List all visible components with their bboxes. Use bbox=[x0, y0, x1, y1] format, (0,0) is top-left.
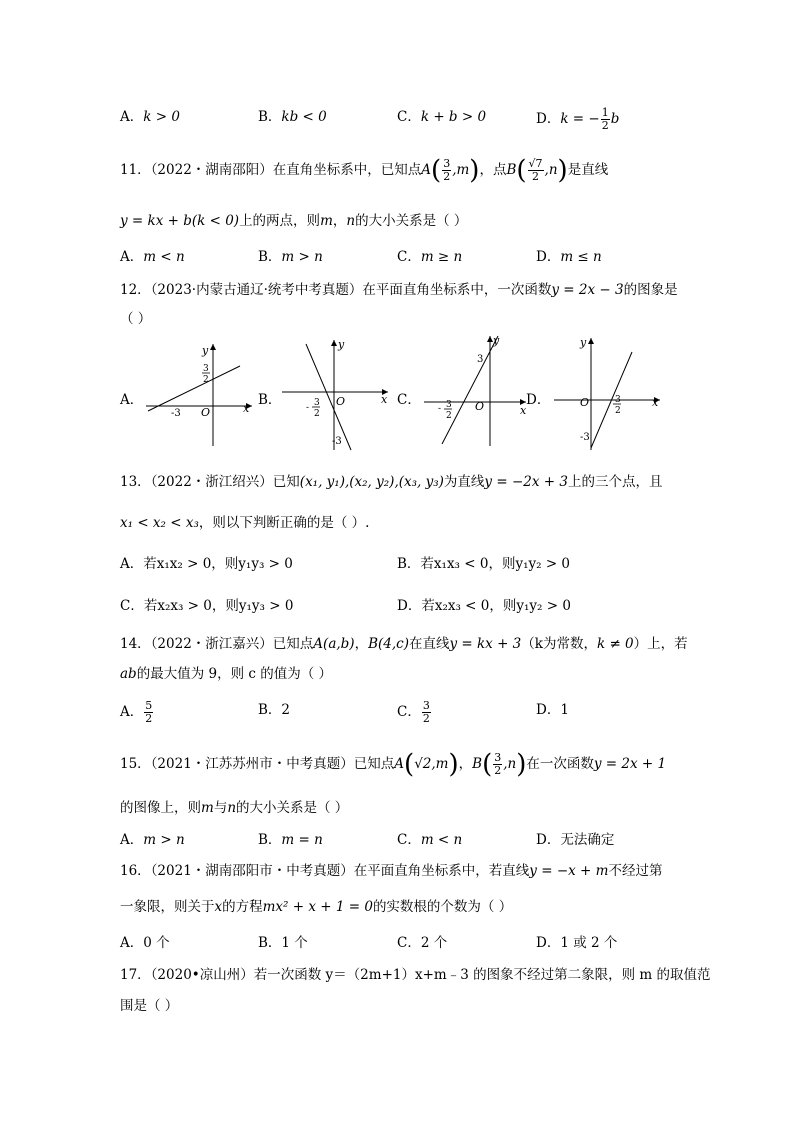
stem-text: 的图像上，则 bbox=[120, 800, 201, 816]
y-axis-arrow bbox=[588, 338, 594, 344]
option-label: C． bbox=[397, 109, 421, 125]
right-paren: ) bbox=[557, 155, 568, 186]
q14-stem-line2 bbox=[120, 664, 332, 684]
q12-graph-c bbox=[416, 332, 534, 448]
option-label: A． bbox=[120, 109, 144, 125]
x-intercept-sign: - bbox=[306, 403, 310, 413]
x-intercept-den: 2 bbox=[314, 409, 320, 419]
point-label: A bbox=[421, 162, 432, 178]
x-intercept-den: 2 bbox=[615, 406, 621, 416]
frac-num: 3 bbox=[494, 751, 502, 764]
q12-option-b-label: B． bbox=[258, 392, 282, 408]
y-axis-label: y bbox=[202, 344, 209, 357]
stem-text: ，点 bbox=[479, 162, 507, 178]
stem-text: 已知点 bbox=[353, 756, 395, 772]
stem-text: 的大小关系是（ ） bbox=[355, 213, 468, 229]
left-paren: ( bbox=[482, 749, 493, 780]
question-source: （2022・湖南邵阳） bbox=[150, 162, 273, 178]
x-intercept-num: 3 bbox=[615, 395, 621, 405]
question-number: 11． bbox=[120, 162, 151, 178]
stem-text: 在一次函数 bbox=[526, 756, 594, 772]
coord: ,m bbox=[452, 162, 470, 178]
variable: m bbox=[201, 800, 214, 816]
x-axis-label: x bbox=[243, 402, 250, 415]
stem-text: 的大小关系是（ ） bbox=[236, 800, 349, 816]
q13-option-a bbox=[120, 554, 293, 574]
point-label: B bbox=[472, 756, 483, 772]
option-expr: k > 0 bbox=[143, 109, 180, 125]
stem-text: ， bbox=[332, 213, 347, 229]
question-number: 14． bbox=[120, 636, 151, 652]
option-expr: k = − bbox=[560, 111, 600, 127]
fraction bbox=[144, 700, 153, 725]
stem-text: ，则以下判断正确的是（ ）. bbox=[198, 515, 370, 531]
origin-label: O bbox=[336, 395, 346, 408]
q12-option-c-label: C． bbox=[397, 392, 421, 408]
frac-den: 2 bbox=[601, 119, 609, 132]
question-number: 13． bbox=[120, 474, 151, 490]
stem-text: 不经过第 bbox=[608, 863, 663, 879]
y-intercept-label: -3 bbox=[580, 432, 590, 443]
equation: mx² + x + 1 = 0 bbox=[262, 899, 373, 915]
variable: ab bbox=[120, 666, 137, 682]
q16-stem-line2 bbox=[120, 897, 512, 917]
q11-option-b bbox=[258, 247, 323, 267]
origin-label: O bbox=[580, 396, 590, 409]
stem-text: 为直线 bbox=[443, 474, 485, 490]
frac-den: 2 bbox=[422, 712, 430, 725]
option-expr: m < n bbox=[420, 832, 463, 848]
option-label: D． bbox=[536, 702, 561, 718]
option-label: A． bbox=[120, 704, 144, 720]
x-axis-label: x bbox=[381, 393, 388, 406]
frac-den: 2 bbox=[494, 764, 502, 777]
stem-text: （k为常数， bbox=[521, 636, 597, 652]
stem-text: 的图象是 bbox=[623, 282, 678, 298]
q14-option-a bbox=[120, 700, 154, 725]
option-label: C． bbox=[397, 704, 421, 720]
q12-graph-d bbox=[548, 334, 666, 452]
option-expr-tail: b bbox=[610, 111, 620, 127]
option-label: B． bbox=[258, 702, 282, 718]
y-intercept-den: 2 bbox=[203, 375, 209, 385]
q12-option-d-label: D． bbox=[526, 392, 551, 408]
option-expr: k + b > 0 bbox=[420, 109, 487, 125]
q15-option-c bbox=[397, 830, 462, 850]
q13-option-c bbox=[120, 596, 293, 616]
question-source: （2023·内蒙古通辽·统考中考真题） bbox=[150, 282, 363, 298]
x-intercept-num: 3 bbox=[446, 400, 452, 410]
option-text: 2 bbox=[281, 702, 291, 718]
right-paren: ) bbox=[516, 749, 527, 780]
equation: y = −2x + 3 bbox=[484, 474, 568, 490]
y-axis-label: y bbox=[493, 334, 500, 347]
frac-num: 5 bbox=[145, 699, 153, 712]
option-label: C． bbox=[397, 249, 421, 265]
fraction bbox=[528, 158, 544, 183]
q12-graph-b bbox=[278, 336, 396, 452]
option-label: B． bbox=[258, 109, 282, 125]
left-paren: ( bbox=[516, 155, 527, 186]
frac-num: 3 bbox=[443, 157, 451, 170]
x-intercept-sign: - bbox=[438, 404, 442, 414]
coord: ,n bbox=[503, 756, 517, 772]
q15-option-d bbox=[536, 830, 614, 850]
option-label: D． bbox=[536, 935, 561, 951]
q11-stem-line1 bbox=[120, 155, 609, 186]
equation: y = kx + 3 bbox=[449, 636, 522, 652]
variable: x bbox=[214, 899, 223, 915]
question-number: 12． bbox=[120, 282, 151, 298]
stem-text: 在平面直角坐标系中，一次函数 bbox=[362, 282, 552, 298]
x-axis-label: x bbox=[520, 404, 527, 417]
question-source: （2022・浙江嘉兴） bbox=[150, 636, 273, 652]
option-label: B． bbox=[258, 249, 282, 265]
stem-text: 已知 bbox=[272, 474, 300, 490]
point: A(a,b) bbox=[313, 636, 355, 652]
option-label: D． bbox=[536, 111, 561, 127]
x-intercept-num: 3 bbox=[314, 398, 320, 408]
option-label: A． bbox=[120, 556, 144, 572]
option-text: 2 个 bbox=[420, 935, 448, 951]
coord: √2,m bbox=[414, 756, 449, 772]
question-number: 16． bbox=[120, 863, 151, 879]
option-expr: m < n bbox=[143, 249, 185, 265]
option-text: 若x₁x₃ < 0，则y₁y₂ > 0 bbox=[420, 556, 571, 572]
stem-text: 在直线 bbox=[408, 636, 450, 652]
q12-graph-a bbox=[140, 338, 258, 448]
frac-num: 1 bbox=[601, 106, 609, 119]
coord: ,n bbox=[544, 162, 558, 178]
frac-num: √7 bbox=[528, 157, 543, 170]
option-label: A． bbox=[120, 832, 144, 848]
option-expr: m > n bbox=[281, 249, 323, 265]
q10-option-d bbox=[536, 107, 619, 132]
question-source: （2021・江苏苏州市・中考真题） bbox=[150, 756, 354, 772]
equation: y = 2x − 3 bbox=[551, 282, 624, 298]
option-text: 若x₁x₂ > 0，则y₁y₃ > 0 bbox=[143, 556, 293, 572]
q11-option-c bbox=[397, 247, 462, 267]
option-text: 若x₂x₃ > 0，则y₁y₃ > 0 bbox=[143, 598, 294, 614]
condition: k ≠ 0 bbox=[596, 636, 634, 652]
equation: y = 2x + 1 bbox=[593, 756, 667, 772]
y-axis-label: y bbox=[580, 336, 587, 349]
point-label: A bbox=[394, 756, 405, 772]
point: B(4,c) bbox=[368, 636, 409, 652]
option-text: 1 bbox=[560, 702, 569, 718]
option-expr: m > n bbox=[143, 832, 185, 848]
stem-text: ， bbox=[458, 756, 473, 772]
option-label: B． bbox=[258, 935, 282, 951]
q16-option-d bbox=[536, 933, 617, 953]
right-paren: ) bbox=[448, 749, 459, 780]
stem-text: 上的三个点，且 bbox=[567, 474, 663, 490]
x-intercept-den: 2 bbox=[446, 411, 452, 421]
q16-option-b bbox=[258, 933, 308, 953]
option-label: C． bbox=[397, 832, 421, 848]
stem-text: 上的两点，则 bbox=[239, 213, 321, 229]
option-expr: kb < 0 bbox=[281, 109, 327, 125]
q11-option-a bbox=[120, 247, 185, 267]
stem-text: ， bbox=[354, 636, 369, 652]
option-label: D． bbox=[536, 249, 561, 265]
fraction bbox=[601, 107, 610, 132]
equation: y = −x + m bbox=[529, 863, 609, 879]
q12-stem-line2 bbox=[120, 309, 151, 329]
q10-option-a bbox=[120, 107, 180, 127]
question-number: 15． bbox=[120, 756, 151, 772]
variable: n bbox=[227, 800, 237, 816]
fraction bbox=[493, 752, 502, 777]
q11-stem-line2 bbox=[120, 211, 467, 231]
stem-text: 的实数根的个数为（ ） bbox=[372, 899, 513, 915]
frac-den: 2 bbox=[443, 170, 451, 183]
stem-text: ）上，若 bbox=[633, 636, 688, 652]
q13-option-b bbox=[397, 554, 570, 574]
option-text: 无法确定 bbox=[560, 832, 615, 848]
q13-option-d bbox=[397, 596, 571, 616]
q13-stem-line1 bbox=[120, 472, 662, 492]
q13-stem-line2 bbox=[120, 513, 369, 533]
q16-stem-line1 bbox=[120, 861, 662, 881]
y-intercept-num: 3 bbox=[203, 364, 209, 374]
answer-paren: （ ） bbox=[120, 311, 152, 327]
origin-label: O bbox=[475, 400, 485, 413]
q14-option-c bbox=[397, 700, 432, 725]
option-expr: m ≥ n bbox=[420, 249, 463, 265]
option-text: 0 个 bbox=[143, 935, 170, 951]
q14-option-b bbox=[258, 700, 290, 720]
q17-stem-line2 bbox=[120, 996, 178, 1016]
condition: (k < 0) bbox=[191, 213, 240, 229]
point-label: B bbox=[506, 162, 517, 178]
stem-text: （2020•凉山州）若一次函数 y＝（2m+1）x+m﹣3 的图象不经过第二象限，则 m 的取值范 bbox=[150, 967, 711, 983]
question-number: 17． bbox=[120, 967, 151, 983]
question-source: （2022・浙江绍兴） bbox=[150, 474, 273, 490]
stem-text: 在直角坐标系中，已知点 bbox=[272, 162, 422, 178]
option-label: C． bbox=[120, 598, 144, 614]
q14-stem-line1 bbox=[120, 634, 688, 654]
stem-text: 的方程 bbox=[222, 899, 263, 915]
q10-option-c bbox=[397, 107, 486, 127]
stem-text: 在平面直角坐标系中，若直线 bbox=[353, 863, 530, 879]
left-paren: ( bbox=[404, 749, 415, 780]
fraction bbox=[442, 158, 451, 183]
frac-num: 3 bbox=[422, 699, 430, 712]
option-label: A． bbox=[120, 249, 144, 265]
option-expr: m ≤ n bbox=[560, 249, 602, 265]
option-expr: m = n bbox=[281, 832, 323, 848]
y-intercept-label: 3 bbox=[477, 354, 484, 365]
q11-option-d bbox=[536, 247, 602, 267]
q15-stem-line1 bbox=[120, 749, 667, 780]
stem-text: 是直线 bbox=[567, 162, 609, 178]
left-paren: ( bbox=[431, 155, 442, 186]
option-label: D． bbox=[397, 598, 422, 614]
y-intercept-label: -3 bbox=[332, 436, 342, 447]
variable: n bbox=[346, 213, 356, 229]
x-intercept-label: -3 bbox=[171, 408, 181, 419]
q17-stem-line1 bbox=[120, 965, 710, 985]
fraction bbox=[422, 700, 431, 725]
option-label: B． bbox=[258, 832, 282, 848]
y-axis-arrow bbox=[210, 344, 216, 350]
frac-den: 2 bbox=[532, 170, 540, 183]
origin-label: O bbox=[201, 406, 211, 419]
x-axis-label: x bbox=[652, 396, 659, 409]
q15-option-a bbox=[120, 830, 185, 850]
points: (x₁, y₁),(x₂, y₂),(x₃, y₃) bbox=[299, 474, 444, 490]
option-text: 1 或 2 个 bbox=[560, 935, 618, 951]
right-paren: ) bbox=[469, 155, 480, 186]
stem-text: 围是（ ） bbox=[120, 998, 179, 1014]
q12-stem-line1 bbox=[120, 280, 678, 300]
option-text: 1 个 bbox=[281, 935, 308, 951]
stem-text: 已知点 bbox=[272, 636, 314, 652]
option-label: B． bbox=[397, 556, 421, 572]
q15-option-b bbox=[258, 830, 323, 850]
variable: m bbox=[320, 213, 333, 229]
q16-option-a bbox=[120, 933, 170, 953]
option-label: D． bbox=[536, 832, 561, 848]
stem-text: 与 bbox=[213, 800, 228, 816]
q10-option-b bbox=[258, 107, 327, 127]
option-text: 若x₂x₃ < 0，则y₁y₂ > 0 bbox=[421, 598, 571, 614]
option-label: A． bbox=[120, 935, 144, 951]
y-axis-arrow bbox=[331, 340, 337, 346]
q12-option-a-label: A． bbox=[120, 392, 144, 408]
frac-den: 2 bbox=[145, 712, 153, 725]
question-source: （2021・湖南邵阳市・中考真题） bbox=[150, 863, 354, 879]
function-line bbox=[148, 366, 240, 411]
q16-option-c bbox=[397, 933, 447, 953]
option-label: C． bbox=[397, 935, 421, 951]
y-axis-label: y bbox=[338, 338, 345, 351]
stem-text: 的最大值为 9，则 c 的值为（ ） bbox=[136, 666, 333, 682]
q15-stem-line2 bbox=[120, 798, 348, 818]
stem-text: 一象限，则关于 bbox=[120, 899, 215, 915]
equation: y = kx + b bbox=[120, 213, 192, 229]
condition: x₁ < x₂ < x₃ bbox=[120, 515, 199, 531]
q14-option-d bbox=[536, 700, 569, 720]
